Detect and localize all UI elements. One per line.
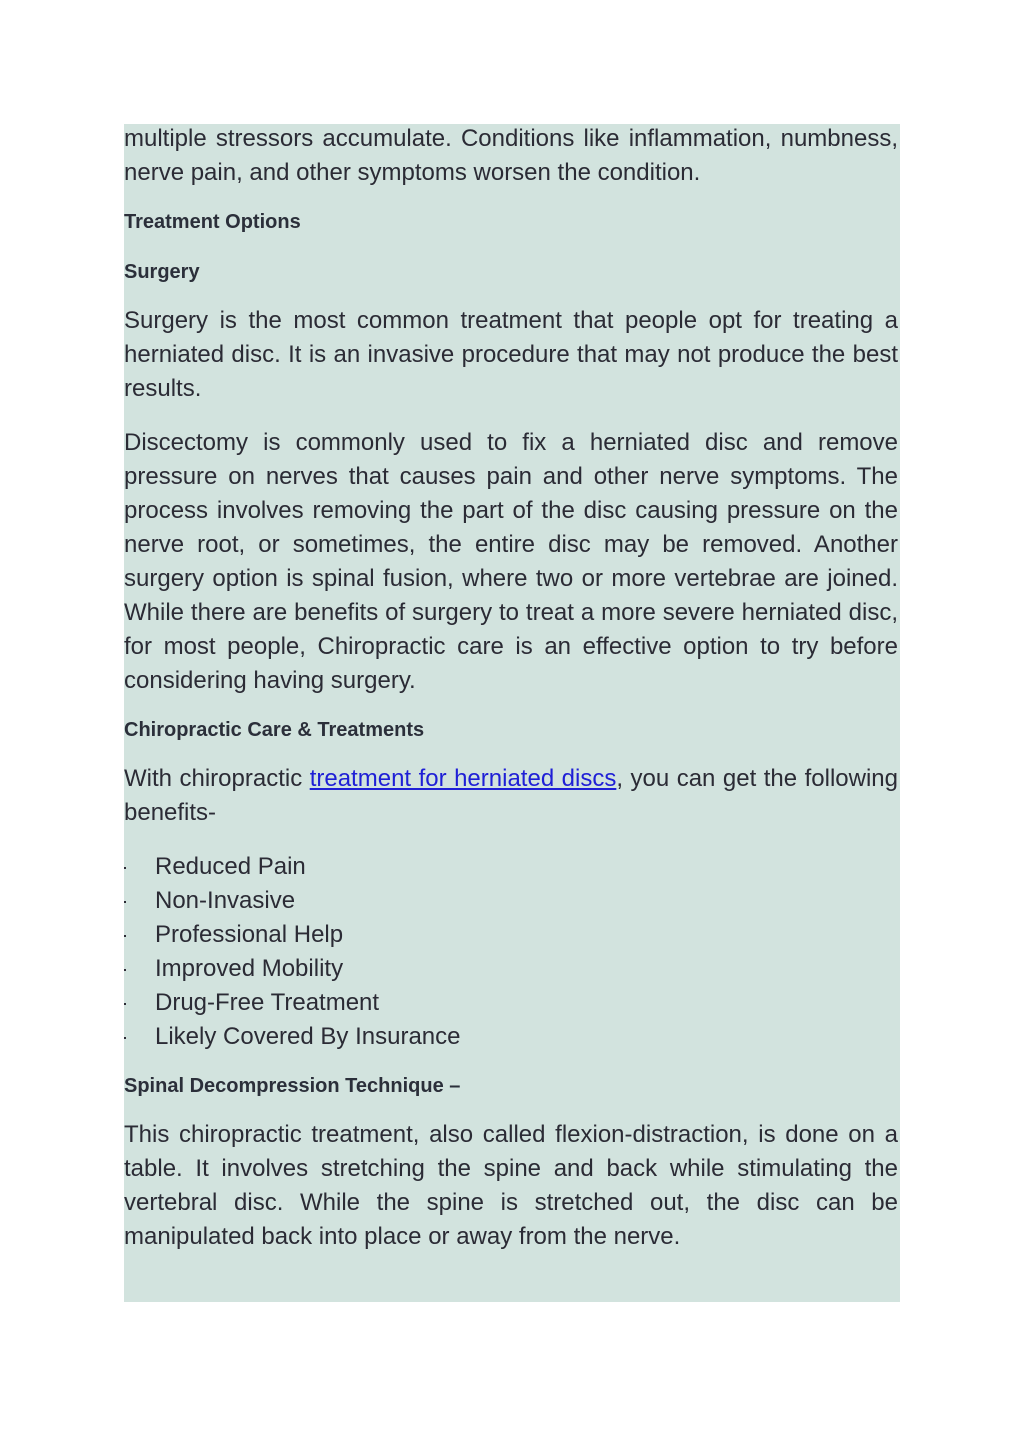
benefit-label: Likely Covered By Insurance bbox=[155, 1023, 461, 1050]
benefit-label: Improved Mobility bbox=[155, 955, 344, 982]
bullet-icon bbox=[124, 901, 126, 903]
list-item bbox=[124, 986, 898, 1020]
bullet-icon bbox=[124, 1003, 126, 1005]
benefit-label: Reduced Pain bbox=[155, 853, 306, 880]
heading-spinal-decompression: Spinal Decompression Technique – bbox=[124, 1075, 461, 1097]
list-item bbox=[124, 918, 898, 952]
list-item bbox=[124, 884, 898, 918]
heading-treatment-options: Treatment Options bbox=[124, 211, 301, 233]
document-body bbox=[124, 122, 898, 1254]
herniated-discs-link[interactable]: treatment for herniated discs bbox=[309, 765, 617, 792]
list-item bbox=[124, 952, 898, 986]
bullet-icon bbox=[124, 935, 126, 937]
benefit-label: Drug-Free Treatment bbox=[155, 989, 380, 1016]
spinal-decompression-paragraph: This chiropractic treatment, also called flexion-distraction, is done on a table. It involves stretching the spine and back while stimulating the vertebral disc. While the spine is stretched out, the disc can be manipulated back into place or away from the nerve. bbox=[124, 1121, 898, 1250]
discectomy-paragraph: Discectomy is commonly used to fix a herniated disc and remove pressure on nerves that causes pain and other nerve symptoms. The process involves removing the part of the disc causing pressure on the nerve root, or sometimes, the entire disc may be removed. Another surgery option is spinal fusion, where two or more vertebrae are joined. While there are benefits of surgery to treat a more severe herniated disc, for most people, Chiropractic care is an effective option to try before considering having surgery. bbox=[124, 429, 898, 694]
list-item bbox=[124, 1020, 898, 1054]
benefit-label: Professional Help bbox=[155, 921, 344, 948]
list-item bbox=[124, 850, 898, 884]
benefit-label: Non-Invasive bbox=[155, 887, 296, 914]
chiropractic-intro-text-end: , you can get the following benefits- bbox=[124, 765, 898, 826]
intro-paragraph: multiple stressors accumulate. Conditions like inflammation, numbness, nerve pain, and other symptoms worsen the condition. bbox=[124, 125, 898, 186]
bullet-icon bbox=[124, 1037, 126, 1039]
chiropractic-intro-text: With chiropractic bbox=[124, 765, 310, 792]
bullet-icon bbox=[124, 969, 126, 971]
bullet-icon bbox=[124, 867, 126, 869]
heading-chiropractic-care: Chiropractic Care & Treatments bbox=[124, 719, 425, 741]
benefits-list bbox=[124, 850, 898, 1054]
chiropractic-intro-paragraph bbox=[124, 762, 898, 830]
surgery-paragraph: Surgery is the most common treatment that people opt for treating a herniated disc. It is an invasive procedure that may not produce the best results. bbox=[124, 307, 898, 402]
heading-surgery: Surgery bbox=[124, 261, 200, 283]
